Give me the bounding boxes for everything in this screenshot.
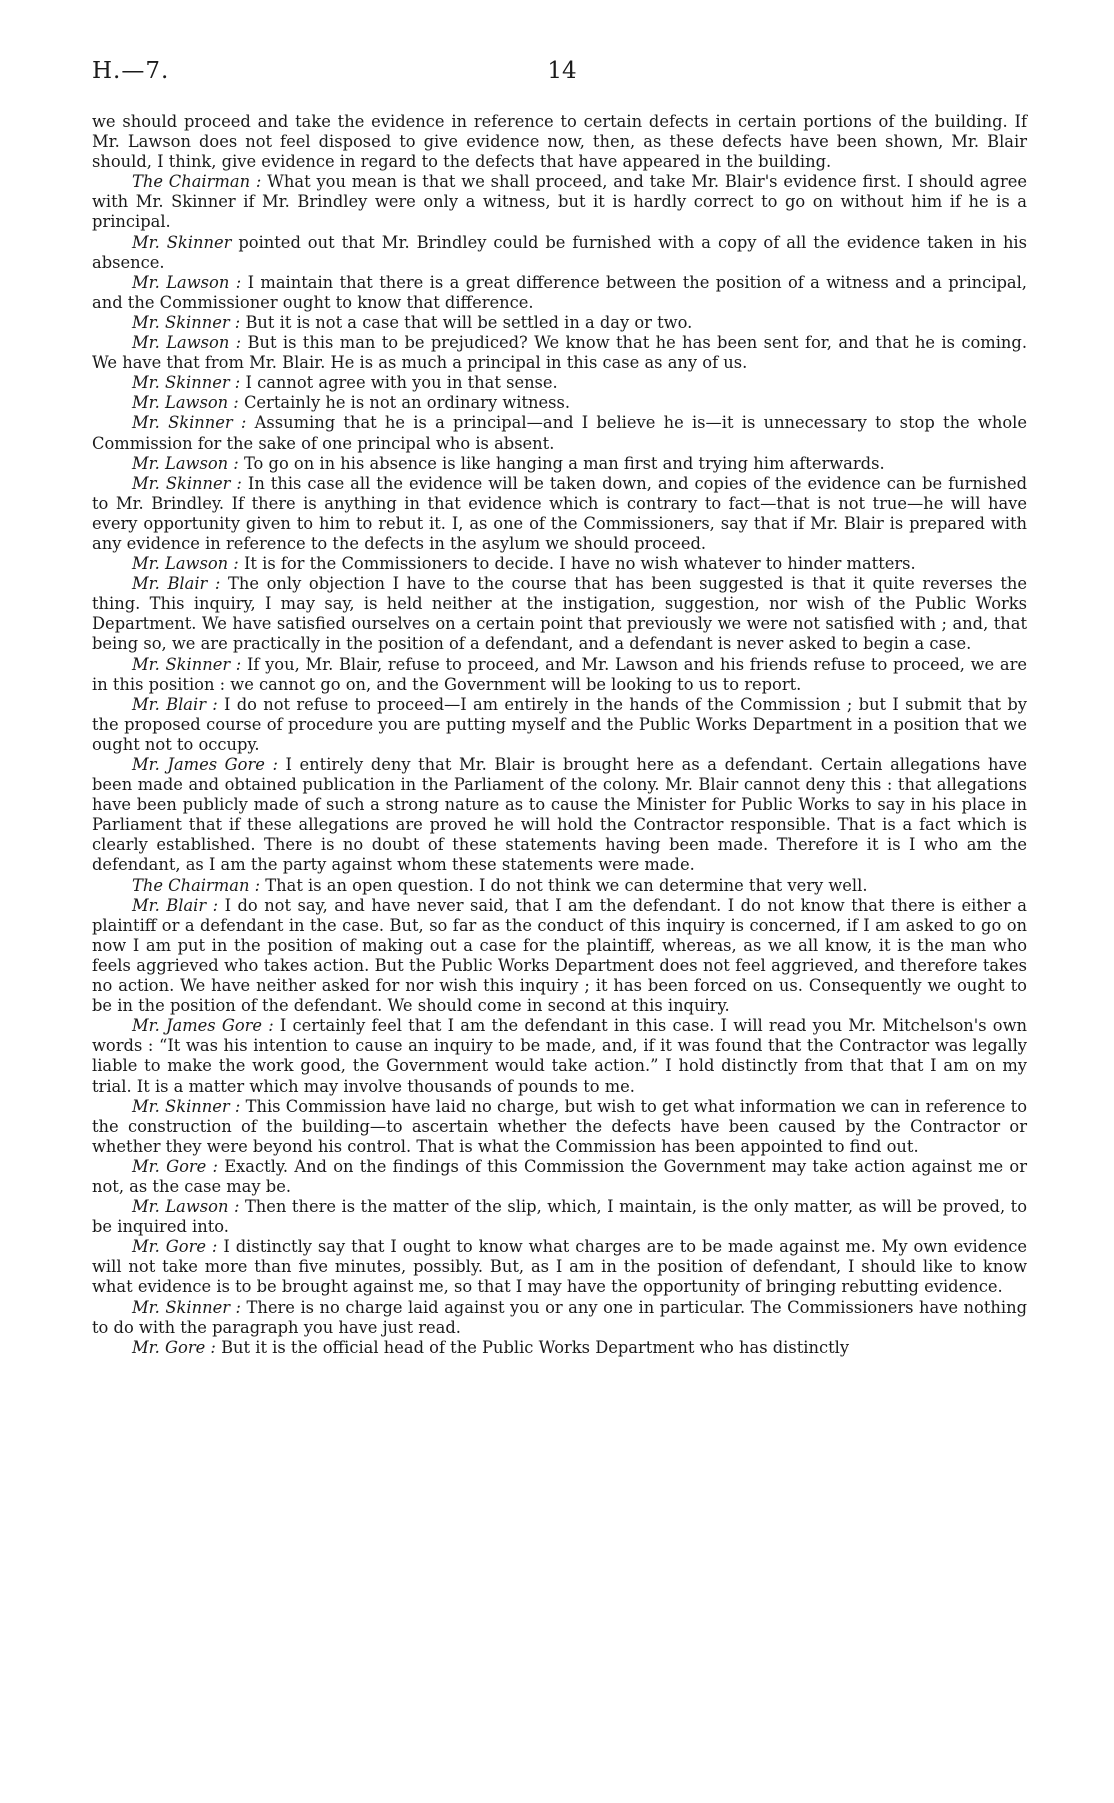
paragraph-text: It is for the Commissioners to decide. I have no wish whatever to hinder matters. xyxy=(238,554,916,574)
paragraph xyxy=(92,313,1027,333)
paragraph-text: Then there is the matter of the slip, which, I maintain, is the only matter, as will be proved, to be inquired into. xyxy=(92,1197,1027,1237)
speaker-name: Mr. Skinner : xyxy=(132,413,247,433)
paragraph xyxy=(92,876,1027,896)
body-text xyxy=(92,112,1027,1358)
speaker-name: Mr. Gore : xyxy=(132,1337,216,1357)
speaker-name: Mr. Lawson : xyxy=(132,453,239,473)
paragraph-text: If you, Mr. Blair, refuse to proceed, and Mr. Lawson and his friends refuse to proceed, we are in this position : we cannot go on, and the Government will be looking to us to report. xyxy=(92,654,1027,694)
paragraph xyxy=(92,896,1027,1017)
paragraph-text: But is this man to be prejudiced? We know that he has been sent for, and that he is coming. We have that from Mr. Blair. He is as much a principal in this case as any of us. xyxy=(92,333,1027,373)
paragraph-text: This Commission have laid no charge, but wish to get what information we can in reference to the construction of the building—to ascertain whether the defects have been caused by the Contractor or whether they were beyond his control. That is what the Commission has been appointed to find out. xyxy=(92,1096,1027,1156)
paragraph xyxy=(92,1237,1027,1297)
paragraph-text: The only objection I have to the course that has been suggested is that it quite reverses the thing. This inquiry, I may say, is held neither at the instigation, suggestion, nor wish of the Public Works Department. We have satisfied ourselves on a certain point that previously we were not satisfied with ; and, that being so, we are practically in the position of a defendant, and a defendant is never asked to begin a case. xyxy=(92,574,1028,654)
paragraph-text: I cannot agree with you in that sense. xyxy=(240,373,558,393)
paragraph xyxy=(92,233,1027,273)
speaker-name: Mr. Skinner : xyxy=(132,312,241,332)
page-number: 14 xyxy=(547,58,577,84)
speaker-name: Mr. Skinner : xyxy=(132,654,242,674)
paragraph xyxy=(92,172,1027,232)
paragraph xyxy=(92,1016,1027,1096)
paragraph-text: pointed out that Mr. Brindley could be furnished with a copy of all the evidence taken in his absence. xyxy=(92,232,1027,272)
paragraph-text: What you mean is that we shall proceed, and take Mr. Blair's evidence first. I should agree with Mr. Skinner if Mr. Brindley were only a witness, but it is hardly correct to go on without him if he is a principal. xyxy=(92,172,1027,232)
paragraph-text: In this case all the evidence will be taken down, and copies of the evidence can be furnished to Mr. Brindley. If there is anything in that evidence which is contrary to fact—that is not true—he will have every opportunity given to him to rebut it. I, as one of the Commissioners, say that if Mr. Blair is prepared with any evidence in reference to the defects in the asylum we should proceed. xyxy=(92,473,1028,553)
paragraph xyxy=(92,333,1027,373)
paragraph xyxy=(92,454,1027,474)
paragraph xyxy=(92,1097,1027,1157)
speaker-name: The Chairman : xyxy=(132,875,261,895)
paragraph-text: But it is not a case that will be settled in a day or two. xyxy=(240,312,693,332)
paragraph xyxy=(92,1338,1027,1358)
paragraph xyxy=(92,1197,1027,1237)
paragraph xyxy=(92,373,1027,393)
paragraph xyxy=(92,695,1027,755)
paragraph xyxy=(92,554,1027,574)
paragraph xyxy=(92,655,1027,695)
speaker-name: Mr. Lawson : xyxy=(132,393,239,413)
speaker-name: Mr. Skinner : xyxy=(132,1297,241,1317)
paragraph-text: That is an open question. I do not think we can determine that very well. xyxy=(260,875,868,895)
paragraph-text: I distinctly say that I ought to know what charges are to be made against me. My own evidence will not take more than five minutes, possibly. But, as I am in the position of defendant, I should like to know what evidence is to be brought against me, so that I may have the opportunity of bringing rebutting evidence. xyxy=(92,1237,1027,1297)
speaker-name: The Chairman : xyxy=(132,172,262,192)
paragraph xyxy=(92,574,1027,654)
speaker-name: Mr. Gore : xyxy=(132,1237,218,1257)
paragraph xyxy=(92,755,1027,876)
speaker-name: Mr. James Gore : xyxy=(132,1016,274,1036)
paragraph-text: I maintain that there is a great difference between the position of a witness and a principal, and the Commissioner ought to know that difference. xyxy=(92,272,1027,312)
paragraph xyxy=(92,112,1027,172)
paragraph-text: I do not say, and have never said, that I am the defendant. I do not know that there is either a plaintiff or a defendant in the case. But, so far as the conduct of this inquiry is concerned, if I am asked to go on now I am put in the position of making out a case for the plaintiff, whereas, as we all know, it is the man who feels aggrieved who takes action. But the Public Works Department does not feel aggrieved, and therefore takes no action. We have neither asked for nor wish this inquiry ; it has been forced on us. Consequently we ought to be in the position of the defendant. We should come in second at this inquiry. xyxy=(92,895,1027,1016)
speaker-name: Mr. Lawson : xyxy=(132,1197,240,1217)
speaker-name: Mr. Blair : xyxy=(132,895,219,915)
speaker-name: Mr. Gore : xyxy=(132,1156,219,1176)
speaker-name: Mr. Skinner : xyxy=(132,373,241,393)
document-reference: H.—7. xyxy=(92,58,170,84)
paragraph-text: Certainly he is not an ordinary witness. xyxy=(238,393,571,413)
paragraph xyxy=(92,474,1027,554)
paragraph-text: I do not refuse to proceed—I am entirely in the hands of the Commission ; but I submit that by the proposed course of procedure you are putting myself and the Public Works Department in a position that we ought not to occupy. xyxy=(92,694,1027,754)
paragraph-text: But it is the official head of the Public Works Department who has distinctly xyxy=(215,1337,850,1357)
paragraph-text: Assuming that he is a principal—and I believe he is—it is unnecessary to stop the whole Commission for the sake of one principal who is absent. xyxy=(92,413,1027,453)
paragraph-text: I entirely deny that Mr. Blair is brought here as a defendant. Certain allegations have been made and obtained publication in the Parliament of the colony. Mr. Blair cannot deny this : that allegations have been publicly made of such a strong nature as to cause the Minister for Public Works to say in his place in Parliament that if these allegations are proved he will hold the Contractor responsible. That is a fact which is clearly established. There is no doubt of these statements having been made. Therefore it is I who am the defendant, as I am the party against whom these statements were made. xyxy=(92,755,1027,875)
paragraph-text: Exactly. And on the findings of this Commission the Government may take action against me or not, as the case may be. xyxy=(92,1156,1028,1196)
paragraph xyxy=(92,273,1027,313)
paragraph-text: To go on in his absence is like hanging a man first and trying him afterwards. xyxy=(238,453,885,473)
paragraph-text: we should proceed and take the evidence in reference to certain defects in certain portions of the building. If Mr. Lawson does not feel disposed to give evidence now, then, as these defects have been shown, Mr. Blair should, I think, give evidence in regard to the defects that have appeared in the building. xyxy=(92,112,1027,172)
paragraph-text: There is no charge laid against you or any one in particular. The Commissioners have nothing to do with the paragraph you have just read. xyxy=(92,1297,1027,1337)
speaker-name: Mr. Lawson : xyxy=(132,272,242,292)
speaker-name: Mr. Skinner : xyxy=(132,1096,241,1116)
paragraph xyxy=(92,1298,1027,1338)
speaker-name: Mr. Lawson : xyxy=(132,554,239,574)
speaker-name: Mr. Lawson : xyxy=(132,333,242,353)
paragraph-text: I certainly feel that I am the defendant in this case. I will read you Mr. Mitchelson's own words : “It was his intention to cause an inquiry to be made, and, if it was found that the Contractor was legally liable to make the work good, the Government would take action.” I hold distinctly from that that I am on my trial. It is a matter which may involve thousands of pounds to me. xyxy=(92,1016,1027,1096)
speaker-name: Mr. Blair : xyxy=(132,574,221,594)
speaker-name: Mr. James Gore : xyxy=(132,755,278,774)
paragraph xyxy=(92,393,1027,413)
paragraph xyxy=(92,1157,1027,1197)
paragraph xyxy=(92,413,1027,453)
speaker-name: Mr. Skinner : xyxy=(132,473,242,493)
speaker-name: Mr. Skinner xyxy=(132,232,232,252)
speaker-name: Mr. Blair : xyxy=(132,694,218,714)
page-header xyxy=(92,58,1032,92)
